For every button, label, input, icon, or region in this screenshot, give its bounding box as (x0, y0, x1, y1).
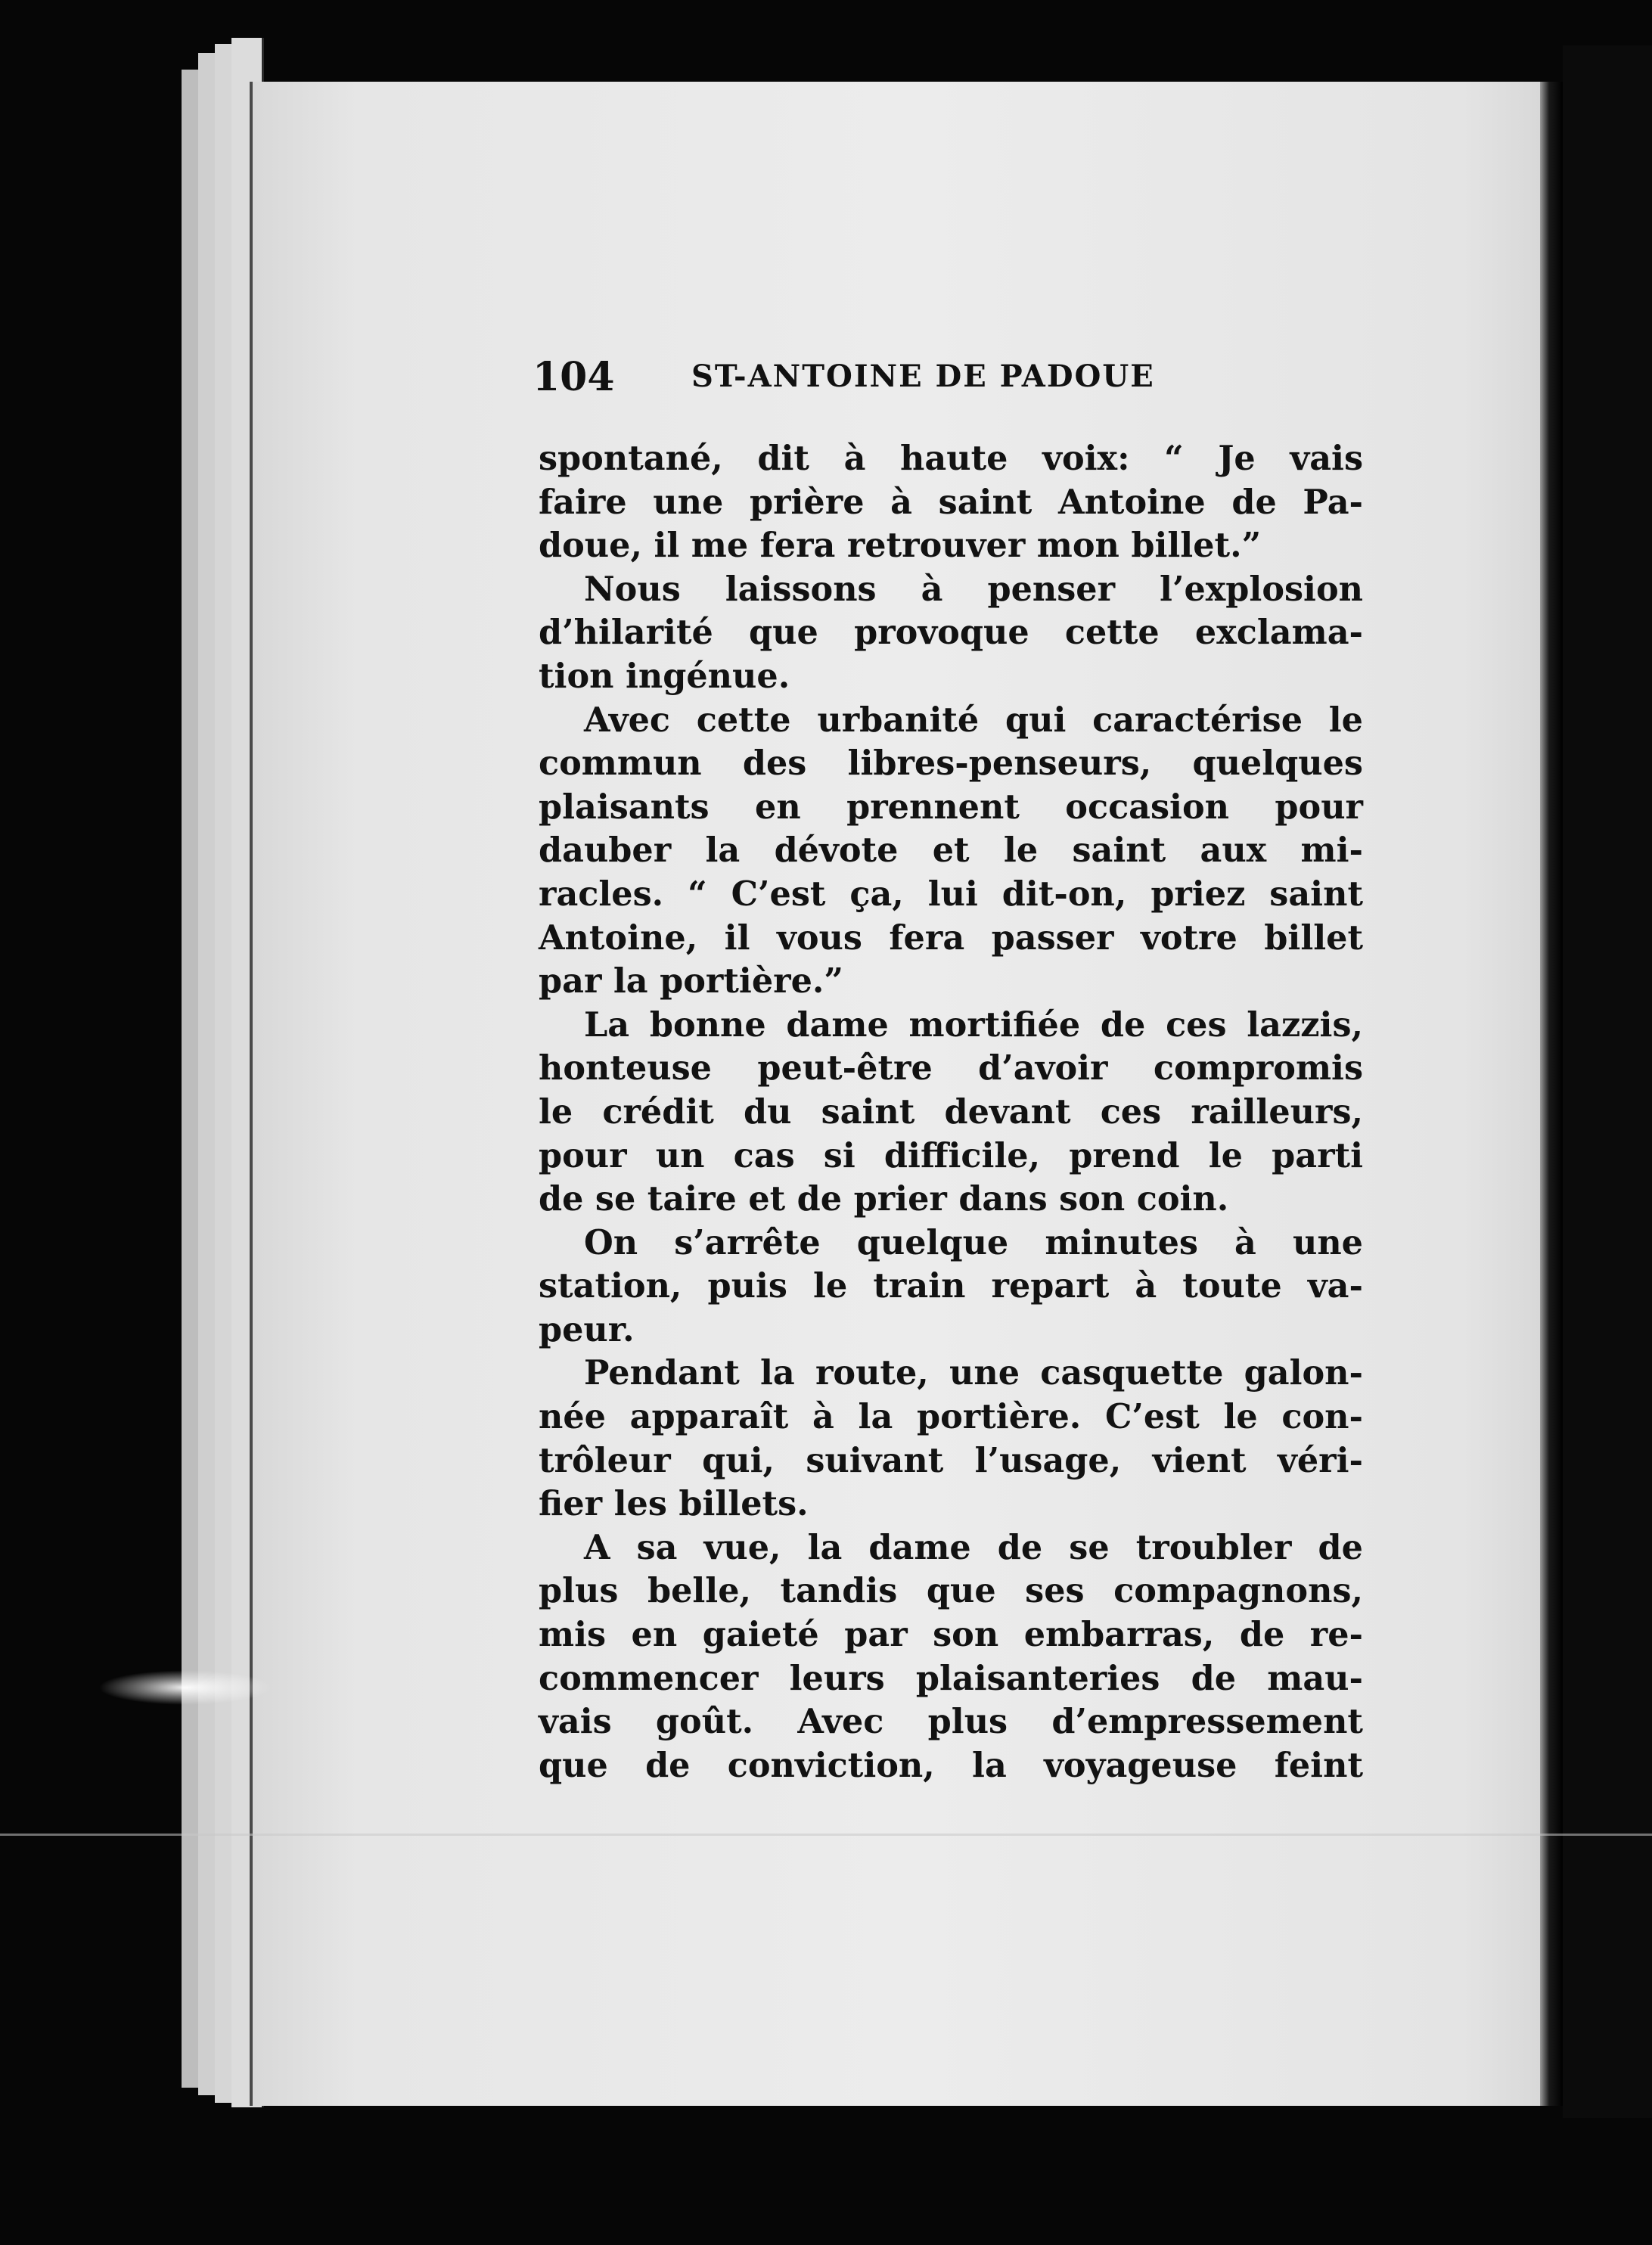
page-number: 104 (533, 354, 615, 400)
book-gutter (1540, 82, 1563, 2106)
text-line: tion ingénue. (539, 656, 790, 696)
scan-background (1563, 45, 1652, 2118)
text-line: d’hilarité que provoque cette exclama- (539, 613, 1363, 653)
text-line: fier les billets. (539, 1484, 809, 1524)
text-line: née apparaît à la portière. C’est le con- (539, 1397, 1363, 1437)
text-line: plus belle, tandis que ses compagnons, (539, 1571, 1363, 1611)
text-line: pour un cas si difficile, prend le parti (539, 1135, 1363, 1175)
light-flare (98, 1670, 272, 1705)
text-line: faire une prière à saint Antoine de Pa- (539, 482, 1363, 522)
running-header (533, 354, 1349, 407)
text-line: Antoine, il vous fera passer votre billet (539, 918, 1363, 958)
text-line: par la portière.” (539, 961, 843, 1001)
text-line: Nous laissons à penser l’explosion (584, 569, 1363, 609)
text-line: Avec cette urbanité qui caractérise le (584, 700, 1363, 740)
text-line: Pendant la route, une casquette galon- (584, 1353, 1363, 1393)
scan-line-artifact (0, 1834, 1652, 1836)
text-line: commencer leurs plaisanteries de mau- (539, 1658, 1363, 1698)
text-line: dauber la dévote et le saint aux mi- (539, 831, 1363, 871)
running-title: ST-ANTOINE DE PADOUE (691, 359, 1155, 394)
text-line: trôleur qui, suivant l’usage, vient véri- (539, 1440, 1363, 1480)
text-line: spontané, dit à haute voix: “ Je vais (539, 439, 1363, 478)
text-line: de se taire et de prier dans son coin. (539, 1179, 1229, 1219)
text-line: racles. “ C’est ça, lui dit-on, priez saint (539, 874, 1363, 914)
text-line: La bonne dame mortifiée de ces lazzis, (584, 1005, 1363, 1045)
text-line: mis en gaieté par son embarras, de re- (539, 1615, 1363, 1655)
text-line: honteuse peut-être d’avoir compromis (539, 1048, 1363, 1088)
text-line: station, puis le train repart à toute va- (539, 1266, 1363, 1306)
text-line: vais goût. Avec plus d’empressement (539, 1702, 1363, 1742)
text-line: le crédit du saint devant ces railleurs, (539, 1091, 1363, 1132)
text-line: que de conviction, la voyageuse feint (539, 1745, 1363, 1785)
body-text (539, 437, 1363, 1787)
text-line: A sa vue, la dame de se troubler de (584, 1527, 1363, 1567)
text-line: commun des libres-penseurs, quelques (539, 744, 1363, 784)
text-line: peur. (539, 1309, 635, 1349)
text-line: On s’arrête quelque minutes à une (584, 1222, 1363, 1262)
text-line: plaisants en prennent occasion pour (539, 787, 1363, 827)
text-line: doue, il me fera retrouver mon billet.” (539, 526, 1262, 566)
